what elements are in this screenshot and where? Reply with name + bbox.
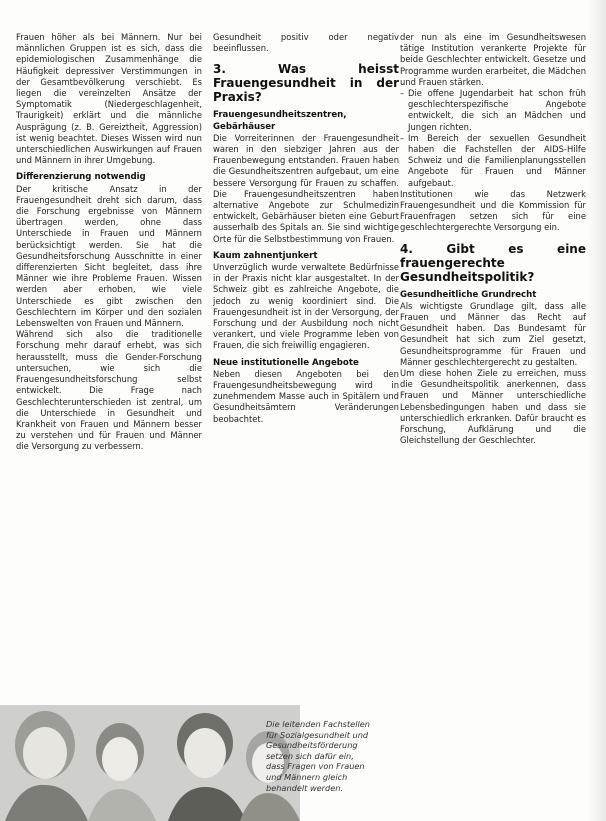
paragraph: Als wichtigste Grundlage gilt, dass alle Frauen und Männer das Recht auf Gesundheit haben. Das Bundesamt für Gesundheit hat sich zum Ziel gesetzt, Gesundheitsprogramme für Frauen und Männer geschlechtergerecht zu gestalten.	[400, 300, 586, 367]
subheading-kaum: Kaum zahnentjunkert	[213, 250, 318, 261]
page-edge-shadow	[588, 0, 606, 821]
paragraph: Frauen höher als bei Männern. Nur bei männlichen Gruppen ist es sich, dass die epidemiologischen Zusammenhänge die Häufigkeit depressiver Verstimmungen in der Gesamtbevölkerung verschiebt. Es liegen die vereinzelten Ansätze der Symptomatik (Niedergeschlagenheit, Traurigkeit) erklärt und die männliche Ausprägung (z. B. Gereiztheit, Aggression) ist wenig beachtet. Dieses Wissen wird nun unterschiedlichen Auswirkungen auf Frauen und Männern in ihrer Umgebung.	[16, 32, 202, 166]
photo-caption: Die leitenden Fachstellen für Sozialgesundheit und Gesundheitsförderung setzen sich dafür ein, dass Fragen von Frauen und Männern gleich behandelt werden.	[266, 719, 370, 793]
paragraph: Institutionen wie das Netzwerk Frauengesundheit und die Kommission für Frauenfragen setzen sich für eine geschlechtergerechte Versorgung ein.	[400, 188, 586, 233]
bullet-list	[400, 88, 586, 189]
people-photo	[0, 705, 300, 821]
subheading-neue-angebote: Neue institutionelle Angebote	[213, 357, 359, 368]
paragraph: Gesundheit positiv oder negativ beeinflussen.	[213, 32, 399, 54]
list-item: – Die offene Jugendarbeit hat schon früh geschlechterspezifische Angebote entwickelt, die sich an Mädchen und Jungen richten.	[400, 88, 586, 133]
paragraph: Die Vorreiterinnen der Frauengesundheit waren in den siebziger Jahren aus der Frauenbewegung entstanden. Frauen haben die Gesundheitszentren aufgebaut, um eine bessere Versorgung für Frauen zu schaffen. Die Frauengesundheitszentren haben alternative Angebote zur Schulmedizin entwickelt, Gebärhäuser bieten eine Geburt ausserhalb des Spitals an. Sie sind wichtige Orte für die Selbstbestimmung von Frauen.	[213, 132, 399, 244]
list-item: – Im Bereich der sexuellen Gesundheit haben die Fachstellen der AIDS-Hilfe Schweiz und die Familienplanungsstellen Angebote für Frauen und Männer aufgebaut.	[400, 133, 586, 189]
paragraph: Während sich also die traditionelle Forschung mehr darauf erhebt, was sich herausstellt, muss die Gender-Forschung untersuchen, wie sich die Frauengesundheitsforschung selbst entwickelt. Die Frage nach Geschlechterunterschieden ist zentral, um die Unterschiede in Gesundheit und Krankheit von Frauen und Männern besser zu verstehen und für Frauen und Männer die Versorgung zu verbessern.	[16, 329, 202, 452]
column-3	[400, 32, 586, 447]
subheading-grundrecht: Gesundheitliche Grundrecht	[400, 289, 537, 300]
column-1	[16, 32, 202, 453]
photo-illustration	[0, 705, 300, 821]
section-heading-4: 4. Gibt es eine frauengerechte Gesundheitspolitik?	[400, 241, 586, 284]
paragraph: der nun als eine im Gesundheitswesen tätige Institution verankerte Projekte für beide Geschlechter entwickelt. Gesetze und Programme wurden erarbeitet, die Mädchen und Frauen stärken.	[400, 32, 586, 87]
paragraph: Um diese hohen Ziele zu erreichen, muss die Gesundheitspolitik anerkennen, dass Frauen und Männer unterschiedliche Lebensbedingungen haben und dass sie unterschiedlich erkranken. Dafür braucht es Forschung, Aufklärung und die Gleichstellung der Geschlechter.	[400, 368, 586, 446]
paragraph: Unverzüglich wurde verwaltete Bedürfnisse in der Praxis nicht klar ausgestaltet. In der Schweiz gibt es zahlreiche Angebote, die jedoch zu wenig koordiniert sind. Die Frauengesundheit ist in der Versorgung, der Forschung und der Ausbildung noch nicht verankert, und viele Programme leben von Frauen, die sich freiwillig engagieren.	[213, 262, 399, 351]
section-heading-3: 3. Was heisst Frauengesundheit in der Praxis?	[213, 62, 399, 105]
subheading-differenzierung: Differenzierung notwendig	[16, 172, 146, 183]
column-2	[213, 32, 399, 425]
subheading-zentren: Frauengesundheitszentren, Gebärhäuser	[213, 110, 347, 132]
paragraph: Der kritische Ansatz in der Frauengesundheit dreht sich darum, dass die Forschung ergebnisse von Männern übertragen werden, ohne dass Unterschiede in Frauen und Männern berücksichtigt werden. Sie hat die Gesundheitsforschung Ausschnitte in einer differenzierten Sicht begleitet, dass ihre Männer wie ihre Probleme Frauen. Wissen werden aber erhoben, wie viele Unterschiede es gibt zwischen den Geschlechtern im Körper und den sozialen Lebenswelten von Frauen und Männern.	[16, 183, 202, 329]
paragraph: Neben diesen Angeboten bei den Frauengesundheitsbewegung wird in zunehmendem Masse auch in Spitälern und Gesundheitsämtern Veränderungen beobachtet.	[213, 368, 399, 424]
